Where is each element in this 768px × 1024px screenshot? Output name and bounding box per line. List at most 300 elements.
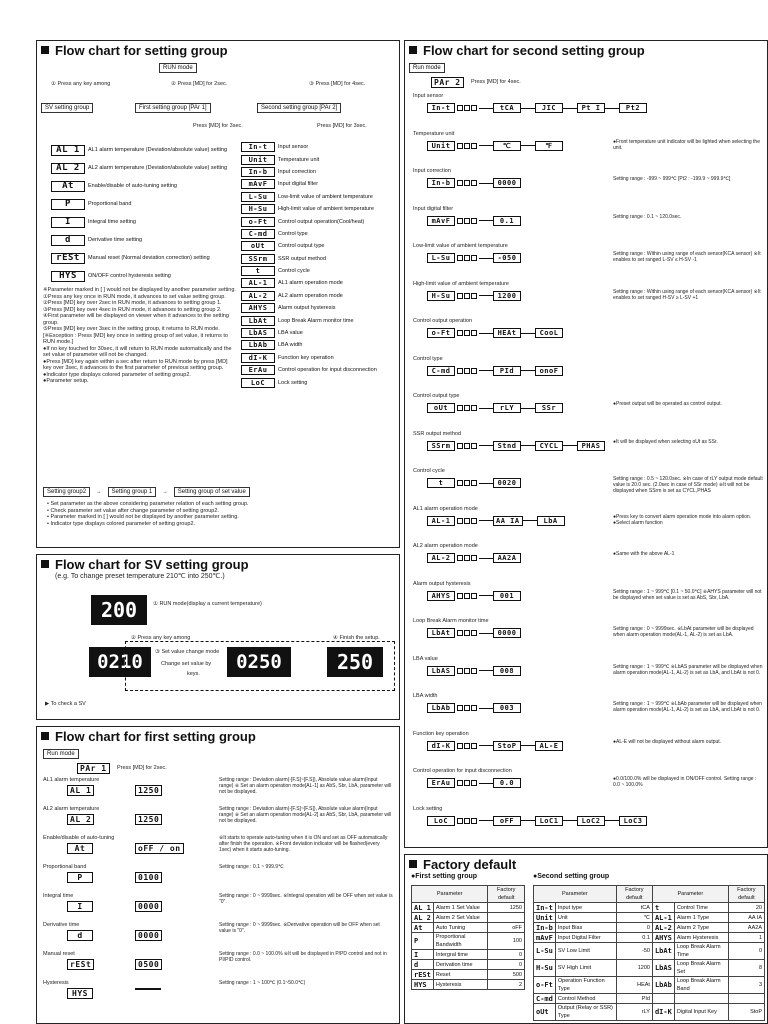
cell: 20 — [728, 903, 764, 913]
second-row-note: Setting range : 0.1 ~ 120.0sec. — [613, 213, 682, 220]
param-desc: Input digital filter — [278, 181, 319, 188]
connector — [521, 370, 535, 371]
second-row — [409, 506, 765, 544]
key-icon — [464, 780, 470, 786]
chain-value: PHAS — [577, 441, 605, 451]
key-icon — [457, 593, 463, 599]
sv-step3c: keys. — [187, 671, 200, 677]
param-row — [241, 215, 397, 227]
cell: 0 — [488, 960, 525, 970]
first-press2: Press [MD] for 2sec. — [117, 765, 167, 771]
param-desc: Derivative time setting — [88, 237, 143, 243]
connector — [521, 820, 535, 821]
param-row — [51, 159, 241, 177]
key-icon — [457, 218, 463, 224]
param-code: rESt — [51, 253, 85, 264]
cell: Loop Break Alarm Set — [674, 960, 728, 977]
first-item-code: rESt — [67, 959, 94, 970]
param-desc: Input correction — [278, 168, 316, 175]
setup-notes — [47, 501, 387, 527]
key-icon — [471, 555, 477, 561]
note-line: [※Exception : Press [MD] key once in setting group of set value, it returns to RUN mode.] — [43, 332, 228, 345]
second-row — [409, 468, 765, 506]
param-code: t — [241, 266, 275, 276]
chain-value: 0020 — [493, 478, 521, 488]
first-setting-title: Flow chart for first setting group — [37, 727, 399, 744]
manual-page — [36, 36, 768, 1024]
chain-value: AL-E — [535, 741, 563, 751]
connector — [605, 108, 619, 109]
param-code: HYS — [51, 271, 85, 282]
setup-flow — [43, 487, 250, 497]
param-row — [51, 231, 241, 249]
key-icon — [464, 743, 470, 749]
param-desc: Control type — [278, 230, 308, 237]
cell: rESt — [412, 970, 434, 980]
cell: SV High Limit — [555, 960, 616, 977]
connector — [479, 783, 493, 784]
cell: Alarm Hysteresis — [674, 933, 728, 943]
second-row-label: AL2 alarm operation mode — [413, 543, 478, 549]
first-item-value: 0000 — [135, 930, 162, 941]
second-row — [409, 543, 765, 581]
cell: AL 1 — [412, 903, 434, 913]
key-icon — [457, 105, 463, 111]
second-setting-panel — [404, 40, 768, 848]
param-code: mAvF — [241, 179, 275, 189]
params-right-list — [241, 141, 397, 389]
arrow-icon: → — [162, 488, 168, 495]
first-item-code: AL 1 — [67, 785, 94, 796]
chain-value: C-md — [427, 366, 455, 376]
chain-value: CooL — [535, 328, 563, 338]
step1-label: ① Press any key among — [51, 81, 111, 87]
param-code: o-Ft — [241, 217, 275, 227]
cell: Unit — [555, 913, 616, 923]
cell: rLY — [616, 1004, 652, 1021]
chain-value: JIC — [535, 103, 563, 113]
second-row-note: ●AL-E will not be displayed without alarm output. — [613, 738, 722, 745]
first-item-code: d — [67, 930, 93, 941]
cell: dI-K — [652, 1004, 674, 1021]
key-icon — [464, 593, 470, 599]
connector — [479, 708, 493, 709]
param-row — [241, 339, 397, 351]
chain-value: PId — [493, 366, 521, 376]
connector — [479, 220, 493, 221]
chain-value: SSrm — [427, 441, 455, 451]
second-row — [409, 281, 765, 319]
key-icon — [457, 368, 463, 374]
setup-note-line: • Indicator type displays colored parameter of setting group2. — [47, 520, 196, 527]
second-row — [409, 618, 765, 656]
chain-value: StoP — [493, 741, 521, 751]
factory-second-row — [534, 923, 765, 933]
param-code: AL 1 — [51, 145, 85, 156]
key-icon — [464, 630, 470, 636]
header-cell: Factory default — [488, 886, 525, 903]
key-buttons — [457, 518, 477, 524]
key-buttons — [457, 255, 477, 261]
param-row — [241, 166, 397, 178]
key-icon — [457, 630, 463, 636]
first-item — [43, 922, 397, 951]
param-code: oUt — [241, 241, 275, 251]
params-left-list — [51, 141, 241, 285]
key-icon — [464, 255, 470, 261]
second-row-chain — [427, 816, 647, 826]
chain-value: LoC2 — [577, 816, 605, 826]
second-row-note: Setting range : Within using range of each sensor(KCA sensor) ※It enables to set ranged H-SV ≥ L-SV +1 — [613, 288, 761, 301]
cell: Control Time — [674, 903, 728, 913]
first-item — [43, 835, 397, 864]
second-row-note: Setting range : 1 ~ 999℃ ※LbAS parameter will be displayed when alarm operation mode(AL-1, AL-2) is set as LbA, and LbAt is not 0. — [613, 663, 763, 676]
chain-value: In-b — [427, 178, 455, 188]
param-desc: Low-limit value of ambient temperature — [278, 193, 373, 200]
param-row — [241, 352, 397, 364]
param-code: In-t — [241, 142, 275, 152]
second-row-chain — [427, 628, 521, 638]
connector — [523, 520, 537, 521]
key-icon — [457, 255, 463, 261]
note-line: ●Parameter setup. — [43, 378, 89, 384]
key-icon — [471, 780, 477, 786]
param-code: I — [51, 217, 85, 228]
param-row — [241, 290, 397, 302]
key-buttons — [457, 218, 477, 224]
key-icon — [471, 668, 477, 674]
param-code: AL-2 — [241, 291, 275, 301]
chain-value: ℃ — [493, 141, 521, 151]
second-row — [409, 806, 765, 844]
cell: At — [412, 923, 434, 933]
chain-value: LoC3 — [619, 816, 647, 826]
factory-first-row — [412, 933, 525, 950]
cell: -50 — [616, 943, 652, 960]
cell: 8 — [728, 960, 764, 977]
connector — [479, 258, 493, 259]
first-item-note: Setting range : 0.1 ~ 999.9℃ — [219, 864, 284, 870]
second-rows-list — [409, 93, 765, 843]
cell: L-Su — [534, 943, 556, 960]
param-desc: Input sensor — [278, 144, 309, 151]
sv-group-box: SV setting group — [41, 103, 93, 113]
cell: oUt — [534, 1004, 556, 1021]
factory-second-row — [534, 943, 765, 960]
cell: AA2A — [728, 923, 764, 933]
chain-value: AA2A — [493, 553, 521, 563]
key-icon — [464, 555, 470, 561]
header-cell: Parameter — [652, 886, 728, 903]
cell: t — [652, 903, 674, 913]
first-item-value: 0000 — [135, 901, 162, 912]
second-row — [409, 431, 765, 469]
key-icon — [471, 443, 477, 449]
cell — [488, 913, 525, 923]
param-row — [241, 376, 397, 388]
cell — [652, 994, 674, 1004]
cell: HYS — [412, 980, 434, 990]
key-buttons — [457, 480, 477, 486]
connector — [479, 408, 493, 409]
key-icon — [457, 293, 463, 299]
key-icon — [471, 180, 477, 186]
setup-flow-step-3: Setting group of set value — [174, 487, 250, 497]
cell: 500 — [488, 970, 525, 980]
chain-value: mAvF — [427, 216, 455, 226]
factory-first-row — [412, 913, 525, 923]
sv-step2: ② Press any key among — [131, 635, 191, 641]
key-buttons — [457, 368, 477, 374]
param-desc: High-limit value of ambient temperature — [278, 206, 374, 213]
sv-step1: ① RUN mode(display a current temperature) — [153, 601, 262, 607]
first-item-label: Manual reset — [43, 951, 75, 957]
cell: 3 — [728, 977, 764, 994]
second-row-note: Setting range : 1 ~ 999℃ ※LbAb parameter will be displayed when alarm operation mode(AL-1, AL-2) is set as LbA, and LbAt is not 0. — [613, 701, 762, 713]
key-icon — [457, 180, 463, 186]
chain-value: AA IA — [493, 516, 523, 526]
chain-value: AHYS — [427, 591, 455, 601]
factory-first-row — [412, 903, 525, 913]
connector — [479, 745, 493, 746]
param-row — [241, 364, 397, 376]
setup-flow-step-2: Setting group 1 — [108, 487, 157, 497]
sv-step3b: Change set value by — [161, 661, 212, 667]
second-row-label: Temperature unit — [413, 130, 455, 137]
chain-value: 001 — [493, 591, 521, 601]
param-desc: Control operation for input disconnection — [278, 367, 377, 374]
chain-value: oUt — [427, 403, 455, 413]
first-item — [43, 864, 397, 893]
note-line: ●Press [MD] key again within a sec after return to RUN mode by press [MD] key over 3sec, it advances to the first parameter of previous setting group. — [43, 358, 228, 371]
cell — [728, 994, 764, 1004]
note-line: ④First parameter will be displayed on viewer when it advances to the setting group. — [43, 313, 229, 326]
setup-note-line: • Set parameter as the above considering parameter relation of each setting group. — [47, 501, 249, 507]
first-par1-lcd: PAr 1 — [77, 763, 110, 774]
param-desc: Enable/disable of auto-tuning setting — [88, 183, 177, 189]
connector — [479, 595, 493, 596]
header-cell: Parameter — [534, 886, 617, 903]
factory-second-row — [534, 1004, 765, 1021]
key-buttons — [457, 105, 477, 111]
key-icon — [464, 668, 470, 674]
second-row-label: Control output operation — [413, 318, 473, 324]
key-icon — [471, 218, 477, 224]
cell: o-Ft — [534, 977, 556, 994]
second-row-note: Setting range : Within using range of each sensor(KCA sensor) ※It enables to set ranged L-SV ≤ H-SV -1 — [613, 251, 761, 263]
param-code: ErAu — [241, 365, 275, 375]
second-row — [409, 93, 765, 131]
factory-first-row — [412, 923, 525, 933]
cell: Reset — [433, 970, 488, 980]
first-item — [43, 777, 397, 806]
second-row-note: ●Press key to convert alarm operation mode into alarm option. ●Select alarm function — [613, 513, 752, 526]
setup-note-line: • Parameter marked in [ ] would not be displayed by another parameter setting. — [47, 514, 239, 520]
second-row-label: Control output type — [413, 393, 460, 399]
first-item-note: Setting range : 1 ~ 100℃ (0.1~50.0℃) — [219, 980, 306, 986]
display-final: 250 — [327, 647, 383, 677]
cell: 0 — [488, 950, 525, 960]
key-icon — [457, 143, 463, 149]
param-code: LoC — [241, 378, 275, 388]
cell: Operation Function Type — [555, 977, 616, 994]
cell: 0 — [728, 943, 764, 960]
second-row-chain — [427, 478, 521, 488]
second-row-chain — [427, 403, 563, 413]
cell: 1250 — [488, 903, 525, 913]
cell: H-Su — [534, 960, 556, 977]
second-row-label: Function key operation — [413, 730, 469, 737]
chain-value: CYCL — [535, 441, 563, 451]
param-row — [241, 277, 397, 289]
cell: Alarm 1 Set Value — [433, 903, 488, 913]
chain-value: -050 — [493, 253, 521, 263]
chain-value: Stnd — [493, 441, 521, 451]
display-set-value-new: 0250 — [227, 647, 291, 677]
cell: In-t — [534, 903, 556, 913]
chain-value: ℉ — [535, 141, 563, 151]
second-row-label: AL1 alarm operation mode — [413, 505, 478, 512]
second-row-label: Loop Break Alarm monitor time — [413, 618, 489, 624]
param-code: LbAb — [241, 340, 275, 350]
first-items-list — [43, 777, 397, 1009]
second-row-chain — [427, 328, 563, 338]
second-row — [409, 206, 765, 244]
param-row — [51, 249, 241, 267]
cell: P — [412, 933, 434, 950]
chain-value: 003 — [493, 703, 521, 713]
key-icon — [464, 330, 470, 336]
chain-value: AL-1 — [427, 516, 455, 526]
cell: Unit — [534, 913, 556, 923]
cell: Loop Break Alarm Time — [674, 943, 728, 960]
second-press4: Press [MD] for 4sec. — [471, 79, 521, 85]
first-item-label: Proportional band — [43, 864, 87, 870]
param-code: C-md — [241, 229, 275, 239]
key-icon — [471, 143, 477, 149]
note-line: ●Indicator type displays colored parameter of setting group2. — [43, 371, 191, 378]
key-buttons — [457, 180, 477, 186]
second-row-note: ●Same with the above AL-1 — [613, 551, 675, 557]
param-row — [241, 191, 397, 203]
factory-first-row — [412, 960, 525, 970]
second-row-chain — [427, 216, 521, 226]
key-buttons — [457, 293, 477, 299]
factory-first-row — [412, 950, 525, 960]
second-row-chain — [427, 141, 563, 151]
second-row-label: Control cycle — [413, 468, 445, 474]
second-row — [409, 393, 765, 431]
chain-value: Pt2 — [619, 103, 647, 113]
chain-value: 1200 — [493, 291, 521, 301]
param-row — [241, 203, 397, 215]
cell: StoP — [728, 1004, 764, 1021]
second-row-label: Input digital filter — [413, 205, 454, 212]
param-code: At — [51, 181, 85, 192]
first-setting-panel — [36, 726, 400, 1024]
key-icon — [457, 443, 463, 449]
second-row-label: Control operation for input disconnection — [413, 768, 512, 774]
second-row-label: Low-limit value of ambient temperature — [413, 243, 508, 249]
chain-value: LoC — [427, 816, 455, 826]
param-row — [51, 267, 241, 285]
note-line: ①Press any key once in RUN mode, it advances to set value setting group. — [43, 293, 226, 300]
second-row — [409, 356, 765, 394]
connector — [479, 333, 493, 334]
key-icon — [471, 743, 477, 749]
setting-group-panel — [36, 40, 400, 548]
key-icon — [464, 293, 470, 299]
first-item-value: oFF / on — [135, 843, 184, 854]
second-row-chain — [427, 591, 521, 601]
chain-value: LbA — [537, 516, 565, 526]
second-run-mode: Run mode — [409, 63, 445, 73]
second-row — [409, 731, 765, 769]
sv-step4: ④ Finish the setup. — [333, 635, 380, 641]
key-buttons — [457, 705, 477, 711]
key-icon — [464, 405, 470, 411]
param-desc: AL1 alarm operation mode — [278, 280, 343, 287]
second-par2-lcd: PAr 2 — [431, 77, 464, 88]
chain-value: rLY — [493, 403, 521, 413]
key-buttons — [457, 743, 477, 749]
chain-value: Pt I — [577, 103, 605, 113]
chain-value: tCA — [493, 103, 521, 113]
key-icon — [464, 368, 470, 374]
note-line: ⑤Press [MD] key over 3sec in the setting group, it returns to RUN mode. — [43, 326, 220, 332]
second-row-chain — [427, 516, 565, 526]
arrow-icon: → — [96, 488, 102, 495]
chain-value: 0000 — [493, 178, 521, 188]
second-row-chain — [427, 778, 521, 788]
first-item-code: HYS — [67, 988, 93, 999]
key-icon — [457, 705, 463, 711]
first-item — [43, 951, 397, 980]
param-row — [241, 302, 397, 314]
factory-second-table — [533, 885, 765, 1021]
cell: Alarm 2 Type — [674, 923, 728, 933]
factory-first-header — [412, 886, 525, 903]
cell: Input Bias — [555, 923, 616, 933]
connector — [479, 145, 493, 146]
param-desc: SSR output method — [278, 255, 327, 262]
key-icon — [457, 780, 463, 786]
first-item — [43, 980, 397, 1009]
chain-value: Unit — [427, 141, 455, 151]
key-icon — [471, 330, 477, 336]
cell: AL 2 — [412, 913, 434, 923]
cell: 1 — [728, 933, 764, 943]
second-row-label: Control type — [413, 355, 443, 362]
key-buttons — [457, 668, 477, 674]
key-buttons — [457, 143, 477, 149]
step2-label: ② Press [MD] for 2sec. — [171, 81, 228, 87]
factory-first-table — [411, 885, 525, 990]
connector — [521, 108, 535, 109]
second-group-box: Second setting group [PAr 2] — [257, 103, 341, 113]
param-row — [241, 228, 397, 240]
param-code: P — [51, 199, 85, 210]
first-item-code: AL 2 — [67, 814, 94, 825]
key-buttons — [457, 780, 477, 786]
second-row — [409, 318, 765, 356]
connector — [563, 820, 577, 821]
factory-second-title: ●Second setting group — [533, 873, 610, 880]
second-row-note: ●Front temperature unit indicator will be lighted when selecting the unit. — [613, 138, 760, 151]
first-item-value: 0100 — [135, 872, 162, 883]
factory-first-row — [412, 980, 525, 990]
connector — [521, 445, 535, 446]
